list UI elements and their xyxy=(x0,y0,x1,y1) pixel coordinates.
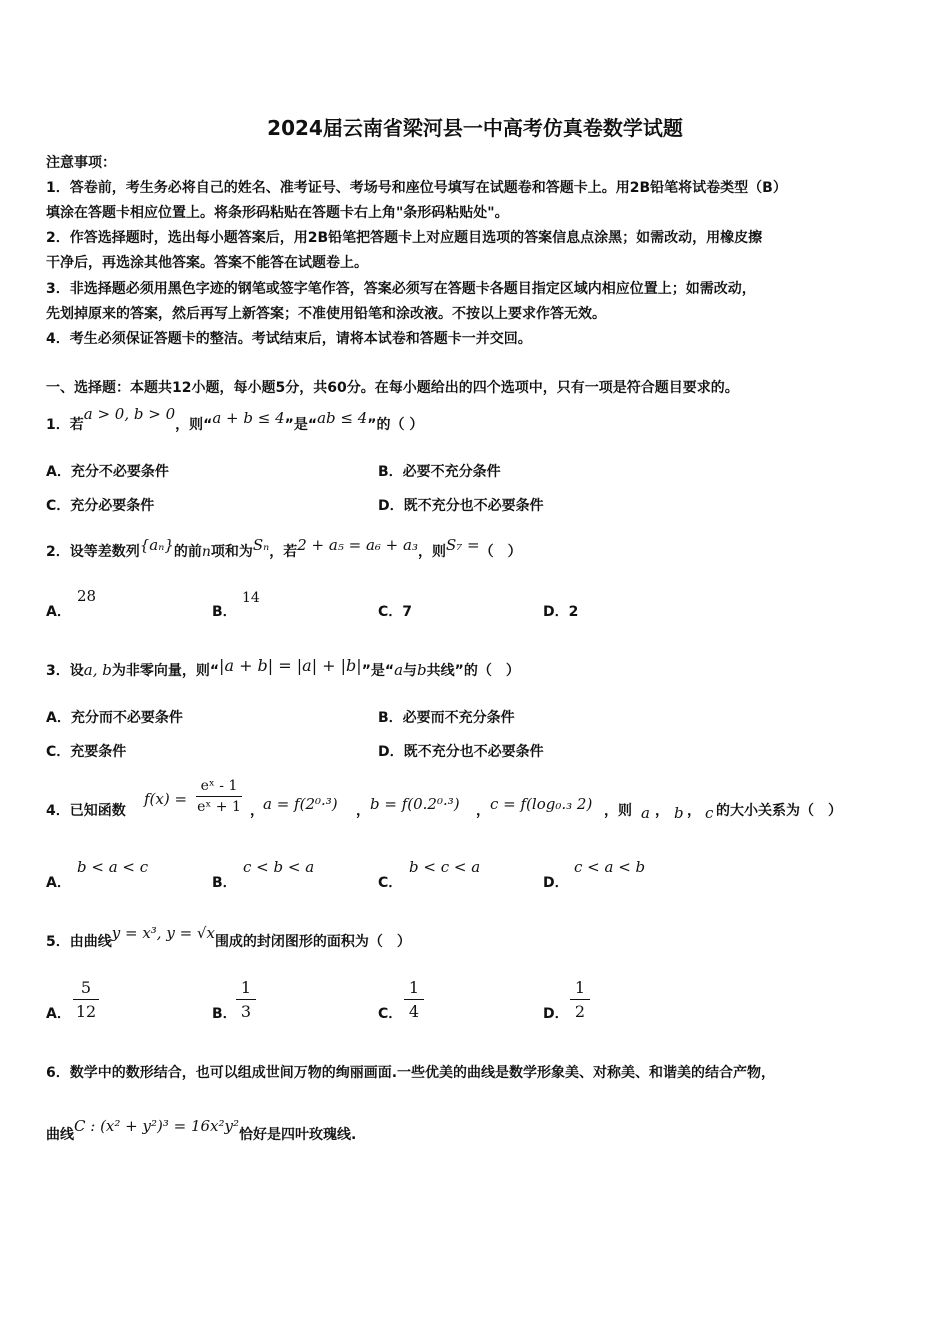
q2-option-b[interactable]: B． xyxy=(212,604,237,620)
question-4-pre: 4．已知函数 xyxy=(46,803,126,819)
q6-text: 恰好是四叶玫瑰线. xyxy=(239,1127,357,1143)
q4-option-b[interactable]: B． xyxy=(212,875,237,891)
q5-option-b-fraction xyxy=(236,978,256,1021)
q5-option-b[interactable]: B． xyxy=(212,1006,237,1022)
q2-option-a-value: 28 xyxy=(77,587,97,605)
q5-option-a-fraction xyxy=(73,978,99,1021)
q1-condition: a > 0, b > 0 xyxy=(83,405,176,423)
notice-line: 干净后，再选涂其他答案。答案不能答在试题卷上。 xyxy=(46,255,368,271)
q2-text: 的前 xyxy=(173,544,202,560)
q5-option-d-fraction xyxy=(570,978,590,1021)
q1-text: 1．若 xyxy=(46,417,84,433)
q3-text: 与 xyxy=(403,663,418,679)
q3-equation: |a + b| = |a| + |b| xyxy=(219,656,362,675)
notice-line: 先划掉原来的答案，然后再写上新答案；不准使用铅笔和涂改液。不按以上要求作答无效。 xyxy=(46,306,606,322)
q3-text: ”是“ xyxy=(361,663,395,679)
q2-sn: Sₙ xyxy=(252,536,270,554)
q3-a: a xyxy=(394,661,404,679)
question-5 xyxy=(46,924,411,951)
q4-denominator: eˣ + 1 xyxy=(197,799,241,815)
fraction-numerator: 1 xyxy=(570,978,590,1000)
q4-var-a: a xyxy=(641,804,650,822)
q2-text: 项和为 xyxy=(210,544,253,560)
q4-var-c: c xyxy=(705,804,714,822)
question-2 xyxy=(46,536,522,561)
q4-option-d[interactable]: D． xyxy=(543,875,569,891)
q3-b: b xyxy=(417,661,427,679)
q6-equation: C : (x² + y²)³ = 16x²y² xyxy=(74,1117,239,1135)
q5-option-c-fraction xyxy=(404,978,424,1021)
q5-curves: y = x³, y = √x xyxy=(111,924,215,942)
q2-text: （ ） xyxy=(479,544,522,560)
q3-text: 3．设 xyxy=(46,663,84,679)
q2-option-d[interactable]: D．2 xyxy=(543,604,579,620)
q3-option-c[interactable]: C．充要条件 xyxy=(46,744,127,760)
q5-option-c[interactable]: C． xyxy=(378,1006,403,1022)
q5-text: 围成的封闭图形的面积为（ ） xyxy=(214,934,411,950)
q3-text: 共线”的（ ） xyxy=(426,663,520,679)
q2-s7: S₇ = xyxy=(445,536,480,554)
q4-numerator: eˣ - 1 xyxy=(196,778,242,797)
q4-option-a[interactable]: A． xyxy=(46,875,71,891)
fraction-denominator: 2 xyxy=(574,1002,586,1021)
q5-option-d[interactable]: D． xyxy=(543,1006,569,1022)
fraction-numerator: 1 xyxy=(404,978,424,1000)
fraction-numerator: 1 xyxy=(236,978,256,1000)
q4-function: f(x) = xyxy=(144,790,188,808)
question-3 xyxy=(46,656,520,680)
notice-line: 2．作答选择题时，选出每小题答案后，用2B铅笔把答题卡上对应题目选项的答案信息点涂黑；如需改动，用橡皮擦 xyxy=(46,230,763,246)
q1-p: a + b ≤ 4 xyxy=(212,409,285,427)
q4-option-d-value: c < a < b xyxy=(574,858,646,876)
q2-option-b-value: 14 xyxy=(242,590,260,606)
q4-comma: ， xyxy=(250,803,264,819)
q4-option-a-value: b < a < c xyxy=(77,858,149,876)
question-6-line2 xyxy=(46,1117,357,1144)
question-6-line1: 6．数学中的数形结合，也可以组成世间万物的绚丽画面.一些优美的曲线是数学形象美、对称美、和谐美的结合产物， xyxy=(46,1065,776,1081)
q2-sequence: {aₙ} xyxy=(139,536,174,554)
q4-b-definition: b = f(0.2⁰·³) xyxy=(370,795,460,813)
q4-function-fraction xyxy=(196,778,242,815)
fraction-denominator: 4 xyxy=(408,1002,420,1021)
fraction-denominator: 3 xyxy=(240,1002,252,1021)
fraction-numerator: 5 xyxy=(73,978,99,1000)
notice-line: 1．答卷前，考生务必将自己的姓名、准考证号、考场号和座位号填写在试题卷和答题卡上。用2B铅笔将试卷类型（B） xyxy=(46,180,787,196)
q3-text: 为非零向量，则“ xyxy=(111,663,220,679)
q4-comma: ， xyxy=(655,803,669,819)
question-1 xyxy=(46,405,424,434)
q4-option-c-value: b < c < a xyxy=(409,858,481,876)
notice-heading: 注意事项： xyxy=(46,155,116,171)
notice-line: 4．考生必须保证答题卡的整洁。考试结束后，请将本试卷和答题卡一并交回。 xyxy=(46,331,532,347)
q4-text: 的大小关系为（ ） xyxy=(716,803,842,819)
section-heading: 一、选择题：本题共12小题，每小题5分，共60分。在每小题给出的四个选项中，只有一项是符合题目要求的。 xyxy=(46,380,739,396)
q2-equation: 2 + a₅ = a₆ + a₃ xyxy=(297,536,418,554)
page-title: 2024届云南省梁河县一中高考仿真卷数学试题 xyxy=(267,116,683,140)
q5-option-a[interactable]: A． xyxy=(46,1006,71,1022)
q5-text: 5．由曲线 xyxy=(46,934,112,950)
q4-option-c[interactable]: C． xyxy=(378,875,403,891)
q1-q: ab ≤ 4 xyxy=(317,409,368,427)
q3-option-b[interactable]: B．必要而不充分条件 xyxy=(378,710,515,726)
q1-option-b[interactable]: B．必要不充分条件 xyxy=(378,464,501,480)
q4-comma: ， xyxy=(356,803,370,819)
q1-text: ，则“ xyxy=(175,417,213,433)
q4-comma: ， xyxy=(687,803,701,819)
q2-option-a[interactable]: A． xyxy=(46,604,71,620)
q6-text: 曲线 xyxy=(46,1127,74,1143)
q4-a-definition: a = f(2⁰·³) xyxy=(263,795,338,813)
q1-text: ”的（ ） xyxy=(367,417,424,433)
fraction-denominator: 12 xyxy=(75,1002,97,1021)
q4-c-definition: c = f(log₀.₃ 2) xyxy=(490,795,593,813)
q2-text: ，则 xyxy=(417,544,446,560)
q4-var-b: b xyxy=(674,804,684,822)
q4-comma: ， xyxy=(476,803,490,819)
q2-text: 2．设等差数列 xyxy=(46,544,140,560)
q1-option-a[interactable]: A．充分不必要条件 xyxy=(46,464,169,480)
notice-line: 填涂在答题卡相应位置上。将条形码粘贴在答题卡右上角"条形码粘贴处"。 xyxy=(46,205,509,221)
q3-vectors: a, b xyxy=(83,661,112,679)
q4-option-b-value: c < b < a xyxy=(243,858,315,876)
q3-option-d[interactable]: D．既不充分也不必要条件 xyxy=(378,744,544,760)
q2-n: n xyxy=(201,544,211,560)
q4-then: ，则 xyxy=(604,803,632,819)
q2-text: ，若 xyxy=(269,544,298,560)
q1-option-d[interactable]: D．既不充分也不必要条件 xyxy=(378,498,544,514)
q1-option-c[interactable]: C．充分必要条件 xyxy=(46,498,155,514)
q3-option-a[interactable]: A．充分而不必要条件 xyxy=(46,710,183,726)
q1-text: ”是“ xyxy=(284,417,318,433)
q2-option-c[interactable]: C．7 xyxy=(378,604,413,620)
notice-line: 3．非选择题必须用黑色字迹的钢笔或签字笔作答，答案必须写在答题卡各题目指定区域内相应位置上；如需改动， xyxy=(46,281,756,297)
